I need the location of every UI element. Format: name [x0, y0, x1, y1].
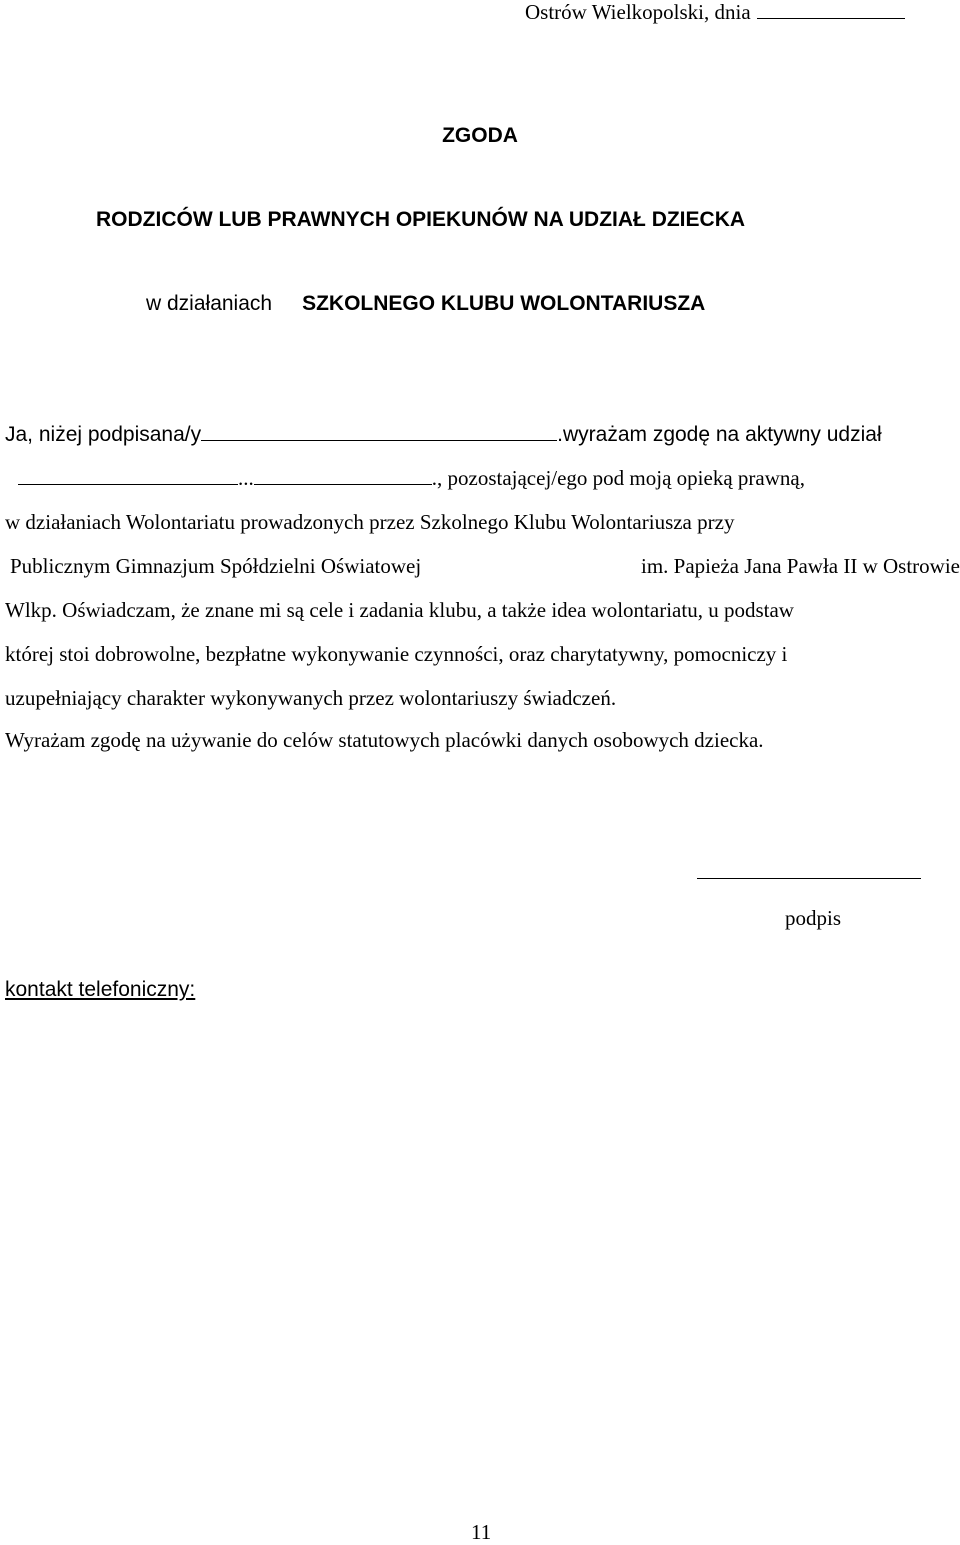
body-line-2-dots: ... [238, 466, 254, 490]
date-label: Ostrów Wielkopolski, dnia [525, 0, 751, 24]
body-line-1 [5, 423, 956, 447]
body-line-6: której stoi dobrowolne, bezpłatne wykonywanie czynności, oraz charytatywny, pomocniczy i [5, 642, 788, 666]
parent-name-blank[interactable] [201, 423, 557, 441]
document-subtitle-club [146, 292, 705, 316]
body-line-1-start: Ja, niżej podpisana/y [5, 423, 202, 446]
body-line-4-right: im. Papieża Jana Pawła II w Ostrowie [641, 554, 960, 578]
body-line-2 [18, 466, 958, 491]
date-line [525, 0, 905, 25]
body-line-5: Wlkp. Oświadczam, że znane mi są cele i zadania klubu, a także idea wolontariatu, u podstaw [5, 598, 794, 622]
body-line-8: Wyrażam zgodę na używanie do celów statutowych placówki danych osobowych dziecka. [5, 728, 764, 752]
body-line-1-end: .wyrażam zgodę na aktywny udział [557, 423, 882, 446]
body-line-2-text: ., pozostającej/ego pod moją opieką prawną, [431, 466, 805, 490]
body-line-4-left: Publicznym Gimnazjum Spółdzielni Oświatowej [10, 554, 422, 578]
body-line-4 [10, 554, 960, 579]
body-line-3: w działaniach Wolontariatu prowadzonych przez Szkolnego Klubu Wolontariusza przy [5, 510, 735, 534]
body-line-7: uzupełniający charakter wykonywanych przez wolontariuszy świadczeń. [5, 686, 617, 710]
contact-phone-label: kontakt telefoniczny: [5, 978, 196, 1001]
club-name: SZKOLNEGO KLUBU WOLONTARIUSZA [302, 292, 706, 315]
document-subtitle: RODZICÓW LUB PRAWNYCH OPIEKUNÓW NA UDZIAŁ DZIECKA [96, 208, 746, 231]
club-prefix: w działaniach [146, 292, 273, 315]
date-blank-field[interactable] [757, 0, 905, 19]
page-number: 11 [471, 1520, 492, 1544]
signature-line[interactable] [697, 878, 921, 879]
signature-label: podpis [785, 906, 842, 930]
document-title: ZGODA [442, 124, 518, 147]
child-name-blank-2[interactable] [254, 467, 432, 485]
child-name-blank-1[interactable] [18, 467, 238, 485]
